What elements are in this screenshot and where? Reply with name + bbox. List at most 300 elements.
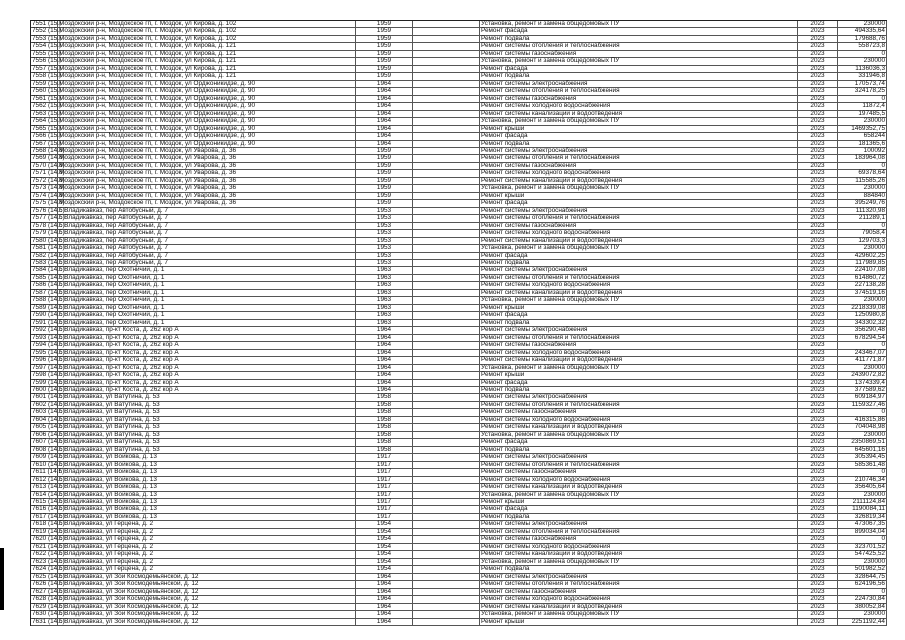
cost-cell: 1159327,46 <box>838 402 887 408</box>
work-type-cell: Ремонт подвала <box>480 141 798 147</box>
empty-cell <box>413 514 480 520</box>
build-year-cell: 1964 <box>356 126 413 132</box>
cost-cell: 115585,26 <box>838 178 887 184</box>
empty-cell <box>413 163 480 169</box>
plan-year-cell: 2023 <box>798 312 838 318</box>
address-cell: г. Владикавказ, ул Герцена, д. 2 <box>58 544 356 550</box>
empty-cell <box>413 118 480 124</box>
work-type-cell: Установка, ремонт и замена общедомовых ПУ <box>480 185 798 191</box>
work-type-cell: Ремонт системы электроснабжения <box>480 81 798 87</box>
empty-cell <box>413 574 480 580</box>
work-type-cell: Ремонт системы холодного водоснабжения <box>480 282 798 288</box>
row-number: 7580 (14.5) <box>32 236 65 244</box>
plan-year-cell: 2023 <box>798 275 838 281</box>
empty-cell <box>413 335 480 341</box>
address-cell: г. Владикавказ, пр-кт Коста, д. 262 кор А <box>58 357 356 363</box>
work-type-cell: Ремонт системы отопления и теплоснабжения <box>480 215 798 221</box>
empty-cell <box>413 73 480 79</box>
plan-year-cell: 2023 <box>798 230 838 236</box>
address-cell: Моздокский р-н, Моздокское гп, г. Моздок, ул Кирова, д. 102 <box>58 21 356 27</box>
cost-cell: 230000 <box>838 21 887 27</box>
build-year-cell: 1954 <box>356 536 413 542</box>
row-number: 7578 (14.5) <box>32 221 65 229</box>
empty-cell <box>413 477 480 483</box>
address-cell: Моздокский р-н, Моздокское гп, г. Моздок, ул Уварова, д. 36 <box>58 185 356 191</box>
empty-cell <box>413 215 480 221</box>
row-number: 7585 (14.5) <box>32 273 65 281</box>
cost-cell: 416315,86 <box>838 417 887 423</box>
address-cell: Моздокский р-н, Моздокское гп, г. Моздок, ул Уварова, д. 36 <box>58 170 356 176</box>
plan-year-cell: 2023 <box>798 208 838 214</box>
work-type-cell: Ремонт крыши <box>480 372 798 378</box>
row-number: 7600 (14.5) <box>32 385 65 393</box>
empty-cell <box>413 462 480 468</box>
address-cell: г. Владикавказ, ул Зои Космодемьянской, д. 12 <box>58 604 356 610</box>
work-type-cell: Ремонт системы отопления и теплоснабжения <box>480 155 798 161</box>
work-type-cell: Ремонт системы канализации и водоотведения <box>480 551 798 557</box>
build-year-cell: 1953 <box>356 223 413 229</box>
row-number: 7599 (14.5) <box>32 378 65 386</box>
address-cell: г. Владикавказ, ул Войкова, д. 13 <box>58 506 356 512</box>
row-number: 7573 (14.8) <box>32 184 65 192</box>
address-cell: г. Владикавказ, пр-кт Коста, д. 262 кор А <box>58 372 356 378</box>
build-year-cell: 1953 <box>356 230 413 236</box>
plan-year-cell: 2023 <box>798 581 838 587</box>
work-type-cell: Ремонт системы газоснабжения <box>480 96 798 102</box>
address-cell: Моздокский р-н, Моздокское гп, г. Моздок, ул Кирова, д. 121 <box>58 51 356 57</box>
plan-year-cell: 2023 <box>798 185 838 191</box>
row-number: 7612 (14.5) <box>32 475 65 483</box>
work-type-cell: Ремонт системы газоснабжения <box>480 163 798 169</box>
plan-year-cell: 2023 <box>798 447 838 453</box>
row-number: 7625 (14.5) <box>32 572 65 580</box>
work-type-cell: Ремонт системы отопления и теплоснабжения <box>480 402 798 408</box>
build-year-cell: 1953 <box>356 253 413 259</box>
address-cell: Моздокский р-н, Моздокское гп, г. Моздок, ул Орджоникидзе, д. 90 <box>58 96 356 102</box>
plan-year-cell: 2023 <box>798 380 838 386</box>
build-year-cell: 1964 <box>356 96 413 102</box>
address-cell: г. Владикавказ, пер Охотничий, д. 1 <box>58 267 356 273</box>
cost-cell: 429602,25 <box>838 253 887 259</box>
empty-cell <box>413 559 480 565</box>
table-row <box>31 477 887 484</box>
cost-cell: 0 <box>838 342 887 348</box>
row-number: 7590 (14.5) <box>32 311 65 319</box>
table-row <box>31 544 887 551</box>
build-year-cell: 1963 <box>356 297 413 303</box>
table-row <box>31 462 887 469</box>
work-type-cell: Ремонт системы холодного водоснабжения <box>480 230 798 236</box>
build-year-cell: 1959 <box>356 51 413 57</box>
row-number: 7562 (15.) <box>32 102 62 110</box>
table-row <box>31 454 887 461</box>
plan-year-cell: 2023 <box>798 454 838 460</box>
cost-cell: 2218339,08 <box>838 305 887 311</box>
table-row <box>31 469 887 476</box>
cost-cell: 79058,4 <box>838 230 887 236</box>
table-row <box>31 559 887 566</box>
build-year-cell: 1964 <box>356 365 413 371</box>
address-cell: г. Владикавказ, ул Войкова, д. 13 <box>58 484 356 490</box>
build-year-cell: 1917 <box>356 454 413 460</box>
empty-cell <box>413 305 480 311</box>
plan-year-cell: 2023 <box>798 574 838 580</box>
work-type-cell: Установка, ремонт и замена общедомовых ПУ <box>480 245 798 251</box>
address-cell: г. Владикавказ, ул Войкова, д. 13 <box>58 492 356 498</box>
empty-cell <box>413 66 480 72</box>
build-year-cell: 1958 <box>356 424 413 430</box>
work-type-cell: Ремонт системы отопления и теплоснабжения <box>480 529 798 535</box>
empty-cell <box>413 357 480 363</box>
build-year-cell: 1917 <box>356 469 413 475</box>
cost-cell: 230000 <box>838 559 887 565</box>
work-type-cell: Ремонт системы канализации и водоотведения <box>480 290 798 296</box>
table-row <box>31 499 887 506</box>
plan-year-cell: 2023 <box>798 200 838 206</box>
work-type-cell: Ремонт системы газоснабжения <box>480 589 798 595</box>
build-year-cell: 1958 <box>356 432 413 438</box>
cost-cell: 197485,5 <box>838 111 887 117</box>
row-number: 7611 (14.5) <box>32 468 65 476</box>
build-year-cell: 1959 <box>356 36 413 42</box>
build-year-cell: 1959 <box>356 43 413 49</box>
empty-cell <box>413 484 480 490</box>
cost-cell: 331946,8 <box>838 73 887 79</box>
row-number: 7555 (15.) <box>32 49 62 57</box>
row-number: 7579 (14.5) <box>32 229 65 237</box>
cost-cell: 179688,76 <box>838 36 887 42</box>
address-cell: г. Владикавказ, пер Охотничий, д. 1 <box>58 297 356 303</box>
empty-cell <box>413 21 480 27</box>
plan-year-cell: 2023 <box>798 163 838 169</box>
cost-cell: 243467,07 <box>838 350 887 356</box>
repair-schedule-table <box>30 20 887 626</box>
empty-cell <box>413 275 480 281</box>
build-year-cell: 1917 <box>356 477 413 483</box>
table-row <box>31 536 887 543</box>
empty-cell <box>413 141 480 147</box>
work-type-cell: Ремонт системы газоснабжения <box>480 536 798 542</box>
cost-cell: 0 <box>838 536 887 542</box>
cost-cell: 326819,34 <box>838 514 887 520</box>
cost-cell: 111320,98 <box>838 208 887 214</box>
empty-cell <box>413 111 480 117</box>
work-type-cell: Установка, ремонт и замена общедомовых ПУ <box>480 365 798 371</box>
row-number: 7557 (15.) <box>32 64 62 72</box>
plan-year-cell: 2023 <box>798 529 838 535</box>
build-year-cell: 1963 <box>356 320 413 326</box>
cost-cell: 11872,4 <box>838 103 887 109</box>
build-year-cell: 1953 <box>356 215 413 221</box>
empty-cell <box>413 51 480 57</box>
row-number: 7567 (15.) <box>32 139 62 147</box>
empty-cell <box>413 230 480 236</box>
work-type-cell: Ремонт фасада <box>480 133 798 139</box>
row-number: 7615 (14.5) <box>32 498 65 505</box>
plan-year-cell: 2023 <box>798 148 838 154</box>
empty-cell <box>413 260 480 266</box>
plan-year-cell: 2023 <box>798 387 838 393</box>
row-number: 7588 (14.5) <box>32 296 65 304</box>
build-year-cell: 1964 <box>356 596 413 602</box>
cost-cell: 230000 <box>838 365 887 371</box>
plan-year-cell: 2023 <box>798 155 838 161</box>
work-type-cell: Ремонт системы канализации и водоотведения <box>480 111 798 117</box>
build-year-cell: 1959 <box>356 200 413 206</box>
address-cell: г. Владикавказ, ул Войкова, д. 13 <box>58 462 356 468</box>
plan-year-cell: 2023 <box>798 462 838 468</box>
work-type-cell: Ремонт фасада <box>480 506 798 512</box>
plan-year-cell: 2023 <box>798 484 838 490</box>
build-year-cell: 1953 <box>356 238 413 244</box>
build-year-cell: 1964 <box>356 335 413 341</box>
cost-cell: 69378,64 <box>838 170 887 176</box>
address-cell: Моздокский р-н, Моздокское гп, г. Моздок, ул Кирова, д. 121 <box>58 58 356 64</box>
empty-cell <box>413 365 480 371</box>
address-cell: г. Владикавказ, ул Герцена, д. 2 <box>58 521 356 527</box>
build-year-cell: 1954 <box>356 529 413 535</box>
cost-cell: 624196,56 <box>838 581 887 587</box>
plan-year-cell: 2023 <box>798 96 838 102</box>
cost-cell: 343302,32 <box>838 320 887 326</box>
empty-cell <box>413 133 480 139</box>
build-year-cell: 1917 <box>356 506 413 512</box>
empty-cell <box>413 424 480 430</box>
build-year-cell: 1958 <box>356 417 413 423</box>
row-number: 7575 (14.8) <box>32 199 65 207</box>
empty-cell <box>413 506 480 512</box>
row-number: 7552 (15.) <box>32 27 62 35</box>
cost-cell: 658244 <box>838 133 887 139</box>
work-type-cell: Ремонт крыши <box>480 305 798 311</box>
plan-year-cell: 2023 <box>798 551 838 557</box>
cost-cell: 473067,35 <box>838 521 887 527</box>
plan-year-cell: 2023 <box>798 178 838 184</box>
work-type-cell: Ремонт подвала <box>480 73 798 79</box>
address-cell: г. Владикавказ, пер Автобусный, д. 7 <box>58 215 356 221</box>
work-type-cell: Ремонт системы холодного водоснабжения <box>480 417 798 423</box>
build-year-cell: 1959 <box>356 148 413 154</box>
cost-cell: 0 <box>838 163 887 169</box>
cost-cell: 2111124,84 <box>838 499 887 505</box>
plan-year-cell: 2023 <box>798 432 838 438</box>
plan-year-cell: 2023 <box>798 372 838 378</box>
build-year-cell: 1963 <box>356 290 413 296</box>
row-number: 7554 (15.) <box>32 42 62 50</box>
work-type-cell: Ремонт подвала <box>480 566 798 572</box>
address-cell: г. Владикавказ, ул Зои Космодемьянской, д. 12 <box>58 611 356 617</box>
work-type-cell: Установка, ремонт и замена общедомовых ПУ <box>480 118 798 124</box>
address-cell: г. Владикавказ, ул Герцена, д. 2 <box>58 551 356 557</box>
work-type-cell: Установка, ремонт и замена общедомовых ПУ <box>480 432 798 438</box>
row-number: 7569 (14.8) <box>32 154 65 162</box>
row-number: 7607 (14.5) <box>32 438 65 446</box>
work-type-cell: Ремонт фасада <box>480 439 798 445</box>
empty-cell <box>413 58 480 64</box>
address-cell: г. Владикавказ, ул Войкова, д. 13 <box>58 469 356 475</box>
plan-year-cell: 2023 <box>798 514 838 520</box>
build-year-cell: 1958 <box>356 447 413 453</box>
cost-cell: 356290,48 <box>838 327 887 333</box>
work-type-cell: Ремонт системы электроснабжения <box>480 521 798 527</box>
work-type-cell: Ремонт подвала <box>480 447 798 453</box>
plan-year-cell: 2023 <box>798 596 838 602</box>
empty-cell <box>413 499 480 505</box>
address-cell: г. Владикавказ, ул Ватутина, д. 53 <box>58 432 356 438</box>
empty-cell <box>413 253 480 259</box>
build-year-cell: 1963 <box>356 305 413 311</box>
row-number: 7595 (14.5) <box>32 348 65 356</box>
build-year-cell: 1959 <box>356 73 413 79</box>
build-year-cell: 1959 <box>356 21 413 27</box>
plan-year-cell: 2023 <box>798 320 838 326</box>
plan-year-cell: 2023 <box>798 126 838 132</box>
cost-cell: 678294,54 <box>838 335 887 341</box>
row-number: 7624 (14.5) <box>32 565 65 573</box>
build-year-cell: 1959 <box>356 58 413 64</box>
plan-year-cell: 2023 <box>798 103 838 109</box>
build-year-cell: 1958 <box>356 409 413 415</box>
empty-cell <box>413 267 480 273</box>
row-number: 7598 (14.5) <box>32 371 65 379</box>
cost-cell: 585361,48 <box>838 462 887 468</box>
plan-year-cell: 2023 <box>798 111 838 117</box>
build-year-cell: 1964 <box>356 350 413 356</box>
build-year-cell: 1958 <box>356 402 413 408</box>
work-type-cell: Ремонт системы холодного водоснабжения <box>480 596 798 602</box>
cost-cell: 884840 <box>838 193 887 199</box>
table-row <box>31 506 887 513</box>
row-number: 7614 (14.5) <box>32 490 65 498</box>
work-type-cell: Установка, ремонт и замена общедомовых ПУ <box>480 611 798 617</box>
address-cell: г. Владикавказ, пер Автобусный, д. 7 <box>58 260 356 266</box>
empty-cell <box>413 36 480 42</box>
address-cell: г. Владикавказ, пер Автобусный, д. 7 <box>58 230 356 236</box>
plan-year-cell: 2023 <box>798 118 838 124</box>
row-number: 7571 (14.8) <box>32 169 65 177</box>
empty-cell <box>413 604 480 610</box>
address-cell: г. Владикавказ, ул Зои Космодемьянской, д. 12 <box>58 619 356 625</box>
plan-year-cell: 2023 <box>798 290 838 296</box>
plan-year-cell: 2023 <box>798 43 838 49</box>
address-cell: г. Владикавказ, пер Охотничий, д. 1 <box>58 312 356 318</box>
table-row <box>31 619 887 626</box>
empty-cell <box>413 551 480 557</box>
row-number: 7606 (14.5) <box>32 430 65 438</box>
cost-cell: 328644,75 <box>838 574 887 580</box>
cost-cell: 558723,8 <box>838 43 887 49</box>
empty-cell <box>413 290 480 296</box>
address-cell: г. Владикавказ, ул Ватутина, д. 53 <box>58 447 356 453</box>
plan-year-cell: 2023 <box>798 589 838 595</box>
cost-cell: 1136036,3 <box>838 66 887 72</box>
empty-cell <box>413 432 480 438</box>
address-cell: Моздокский р-н, Моздокское гп, г. Моздок, ул Кирова, д. 102 <box>58 28 356 34</box>
build-year-cell: 1964 <box>356 327 413 333</box>
work-type-cell: Установка, ремонт и замена общедомовых ПУ <box>480 21 798 27</box>
row-number: 7609 (14.5) <box>32 453 65 461</box>
row-number: 7616 (14.5) <box>32 505 65 513</box>
row-number: 7594 (14.5) <box>32 341 65 349</box>
empty-cell <box>413 148 480 154</box>
cost-cell: 305394,45 <box>838 454 887 460</box>
row-number: 7564 (15.) <box>32 117 62 125</box>
plan-year-cell: 2023 <box>798 342 838 348</box>
plan-year-cell: 2023 <box>798 193 838 199</box>
address-cell: г. Владикавказ, пр-кт Коста, д. 262 кор А <box>58 380 356 386</box>
work-type-cell: Установка, ремонт и замена общедомовых ПУ <box>480 559 798 565</box>
empty-cell <box>413 596 480 602</box>
cost-cell: 645601,16 <box>838 447 887 453</box>
work-type-cell: Установка, ремонт и замена общедомовых ПУ <box>480 297 798 303</box>
table-row <box>31 514 887 521</box>
table-row <box>31 551 887 558</box>
cost-cell: 356405,64 <box>838 484 887 490</box>
build-year-cell: 1964 <box>356 589 413 595</box>
address-cell: г. Владикавказ, пер Охотничий, д. 1 <box>58 320 356 326</box>
build-year-cell: 1953 <box>356 260 413 266</box>
table-row <box>31 484 887 491</box>
build-year-cell: 1964 <box>356 81 413 87</box>
address-cell: г. Владикавказ, ул Войкова, д. 13 <box>58 454 356 460</box>
plan-year-cell: 2023 <box>798 559 838 565</box>
work-type-cell: Ремонт фасада <box>480 253 798 259</box>
plan-year-cell: 2023 <box>798 439 838 445</box>
empty-cell <box>413 394 480 400</box>
work-type-cell: Ремонт системы электроснабжения <box>480 208 798 214</box>
row-number: 7603 (14.5) <box>32 408 65 416</box>
build-year-cell: 1917 <box>356 484 413 490</box>
empty-cell <box>413 185 480 191</box>
cost-cell: 224107,08 <box>838 267 887 273</box>
address-cell: г. Владикавказ, ул Ватутина, д. 53 <box>58 424 356 430</box>
cost-cell: 1190084,11 <box>838 506 887 512</box>
build-year-cell: 1958 <box>356 439 413 445</box>
cost-cell: 210746,34 <box>838 477 887 483</box>
empty-cell <box>413 469 480 475</box>
address-cell: г. Владикавказ, ул Герцена, д. 2 <box>58 536 356 542</box>
table-row <box>31 447 887 454</box>
work-type-cell: Ремонт крыши <box>480 619 798 625</box>
build-year-cell: 1963 <box>356 275 413 281</box>
work-type-cell: Ремонт фасада <box>480 66 798 72</box>
plan-year-cell: 2023 <box>798 492 838 498</box>
plan-year-cell: 2023 <box>798 521 838 527</box>
cost-cell: 230000 <box>838 611 887 617</box>
work-type-cell: Ремонт подвала <box>480 260 798 266</box>
build-year-cell: 1959 <box>356 178 413 184</box>
row-number: 7577 (14.5) <box>32 214 65 222</box>
cost-cell: 899034,04 <box>838 529 887 535</box>
build-year-cell: 1964 <box>356 133 413 139</box>
address-cell: г. Владикавказ, ул Ватутина, д. 53 <box>58 394 356 400</box>
cost-cell: 183964,08 <box>838 155 887 161</box>
empty-cell <box>413 312 480 318</box>
address-cell: Моздокский р-н, Моздокское гп, г. Моздок, ул Уварова, д. 36 <box>58 200 356 206</box>
address-cell: г. Владикавказ, пер Автобусный, д. 7 <box>58 253 356 259</box>
cost-cell: 227138,28 <box>838 282 887 288</box>
work-type-cell: Ремонт подвала <box>480 514 798 520</box>
address-cell: г. Владикавказ, ул Ватутина, д. 53 <box>58 439 356 445</box>
plan-year-cell: 2023 <box>798 566 838 572</box>
work-type-cell: Ремонт системы электроснабжения <box>480 574 798 580</box>
build-year-cell: 1954 <box>356 559 413 565</box>
address-cell: г. Владикавказ, пр-кт Коста, д. 262 кор А <box>58 342 356 348</box>
plan-year-cell: 2023 <box>798 223 838 229</box>
work-type-cell: Ремонт фасада <box>480 312 798 318</box>
plan-year-cell: 2023 <box>798 409 838 415</box>
plan-year-cell: 2023 <box>798 365 838 371</box>
